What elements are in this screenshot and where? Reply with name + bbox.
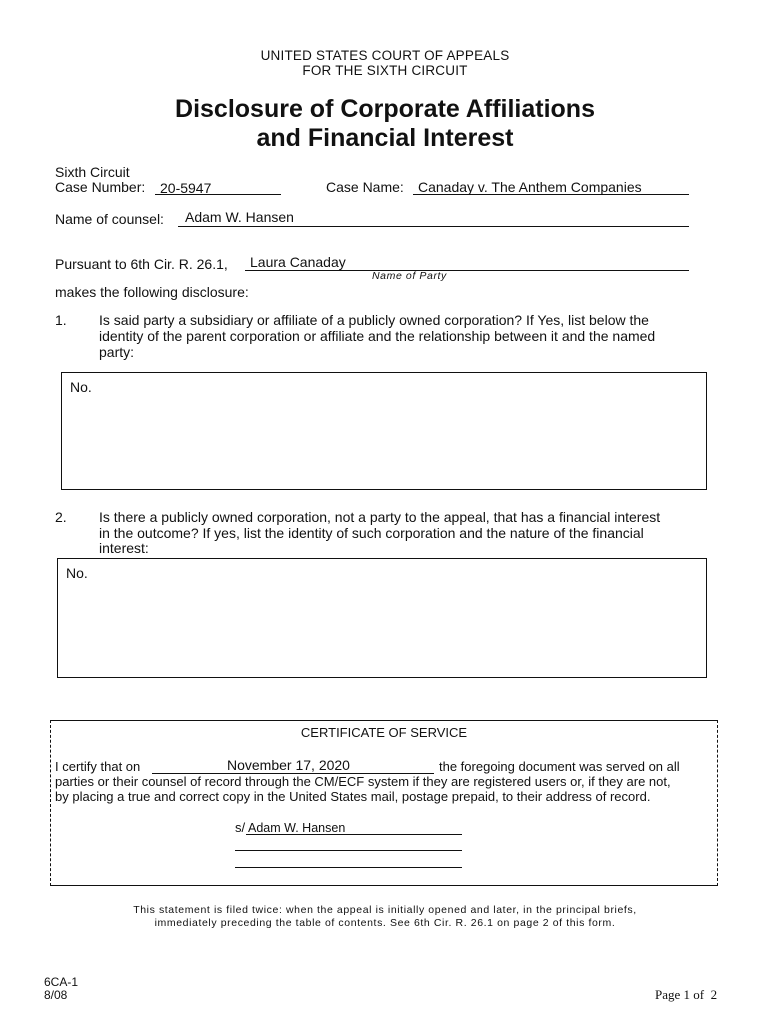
question-2-text-line3: interest:: [99, 540, 149, 556]
counsel-line: [178, 226, 689, 227]
question-2-number: 2.: [55, 509, 67, 525]
counsel-label: Name of counsel:: [55, 211, 164, 227]
certificate-heading: CERTIFICATE OF SERVICE: [300, 725, 468, 740]
circuit-label: Sixth Circuit: [55, 164, 130, 180]
party-caption: Name of Party: [372, 270, 447, 282]
party-line: [245, 270, 689, 271]
signature-field[interactable]: Adam W. Hansen: [248, 821, 346, 835]
footnote-line2: immediately preceding the table of contents. See 6th Cir. R. 26.1 on page 2 of this form.: [154, 917, 616, 929]
question-1-text-line1: Is said party a subsidiary or affiliate of a publicly owned corporation? If Yes, list below the: [99, 312, 649, 328]
certify-prefix: I certify that on: [55, 759, 141, 774]
document-title-line2: and Financial Interest: [256, 124, 514, 152]
question-1-answer: No.: [70, 379, 92, 395]
court-name-line1: UNITED STATES COURT OF APPEALS: [260, 48, 510, 63]
certify-line3: by placing a true and correct copy in the United States mail, postage prepaid, to their address of record.: [55, 789, 651, 804]
question-2-text-line2: in the outcome? If yes, list the identity of such corporation and the nature of the financial: [99, 525, 644, 541]
page-number: Page 1 of 2: [655, 987, 718, 1002]
certify-suffix: the foregoing document was served on all: [439, 759, 680, 774]
question-2-text-line1: Is there a publicly owned corporation, not a party to the appeal, that has a financial interest: [99, 509, 661, 525]
case-number-field[interactable]: 20-5947: [160, 180, 212, 196]
case-name-field[interactable]: Canaday v. The Anthem Companies: [418, 179, 642, 195]
form-date: 8/08: [44, 988, 68, 1002]
footnote-line1: This statement is filed twice: when the appeal is initially opened and later, in the principal briefs,: [133, 904, 637, 916]
certify-line2: parties or their counsel of record through the CM/ECF system if they are registered users or, if they are not,: [55, 774, 671, 789]
certificate-of-service: [50, 720, 718, 886]
signature-line-3[interactable]: [235, 867, 462, 868]
document-title-line1: Disclosure of Corporate Affiliations: [175, 95, 595, 123]
form-id: 6CA-1: [44, 975, 79, 989]
case-number-label: Case Number:: [55, 179, 146, 195]
counsel-field[interactable]: Adam W. Hansen: [185, 209, 294, 225]
question-1-number: 1.: [55, 312, 67, 328]
disclosure-intro: makes the following disclosure:: [55, 284, 249, 300]
question-1-text-line2: identity of the parent corporation or affiliate and the relationship between it and the named: [99, 328, 656, 344]
pursuant-label: Pursuant to 6th Cir. R. 26.1,: [55, 256, 228, 272]
signature-prefix: s/: [235, 820, 246, 835]
question-1-text-line3: party:: [99, 344, 135, 360]
question-1-answer-box[interactable]: [61, 372, 707, 490]
question-2-answer-box[interactable]: [57, 558, 707, 678]
service-date-field[interactable]: November 17, 2020: [227, 757, 350, 773]
case-name-label: Case Name:: [326, 179, 404, 195]
party-field[interactable]: Laura Canaday: [250, 254, 346, 270]
signature-line-2[interactable]: [235, 850, 462, 851]
question-2-answer: No.: [66, 565, 88, 581]
court-name-line2: FOR THE SIXTH CIRCUIT: [302, 63, 468, 78]
